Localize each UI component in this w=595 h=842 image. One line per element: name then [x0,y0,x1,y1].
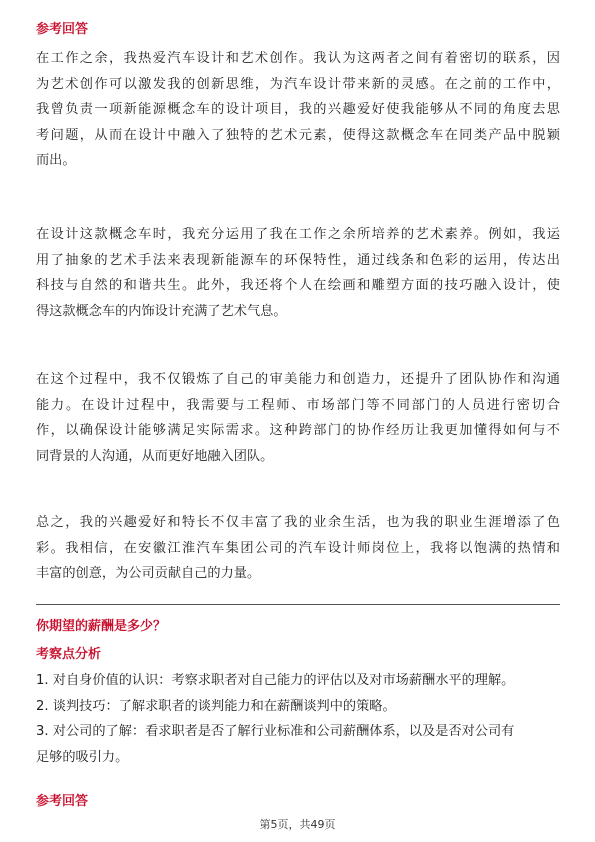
list-item-continuation: 足够的吸引力。 [36,749,129,765]
paragraph-line: 丰富的创意，为公司贡献自己的力量。 [36,566,261,581]
question-heading: 你期望的薪酬是多少？ [36,619,167,634]
paragraph-line: 在工作之余，我热爱汽车设计和艺术创作。我认为这两者之间有着密切的联系，因 [36,51,560,66]
answer-paragraph-3 [36,367,560,469]
section-divider [36,604,560,605]
answer-heading: 参考回答 [36,22,89,37]
list-item: 1. 对自身价值的认识：考察求职者对自己能力的评估以及对市场薪酬水平的理解。 [36,673,515,688]
answer-paragraph-2 [36,222,560,324]
paragraph-line: 在设计这款概念车时，我充分运用了我在工作之余所培养的艺术素养。例如，我运 [36,227,560,242]
list-item: 3. 对公司的了解：看求职者是否了解行业标准和公司薪酬体系，以及是否对公司有 [36,724,515,739]
paragraph-line: 用了抽象的艺术手法来表现新能源车的环保特性，通过线条和色彩的运用，传达出 [36,252,560,268]
answer-heading: 参考回答 [36,794,89,809]
paragraph-line: 而出。 [36,153,76,168]
paragraph-line: 能力。在设计过程中，我需要与工程师、市场部门等不同部门的人员进行密切合 [36,397,560,413]
answer-paragraph-4 [36,510,560,587]
paragraph-line: 彩。我相信，在安徽江淮汽车集团公司的汽车设计师岗位上，我将以饱满的热情和 [36,540,560,556]
paragraph-line: 科技与自然的和谐共生。此外，我还将个人在绘画和雕塑方面的技巧融入设计，使 [36,278,560,293]
answer-paragraph-1 [36,46,560,174]
paragraph-line: 得这款概念车的内饰设计充满了艺术气息。 [36,303,287,319]
paragraph-line: 考问题，从而在设计中融入了独特的艺术元素，使得这款概念车在同类产品中脱颖 [36,127,560,143]
paragraph-line: 作，以确保设计能够满足实际需求。这种跨部门的协作经历让我更加懂得如何与不 [36,423,560,438]
analysis-heading: 考察点分析 [36,647,102,662]
paragraph-line: 总之，我的兴趣爱好和特长不仅丰富了我的业余生活，也为我的职业生涯增添了色 [36,515,560,530]
paragraph-line: 同背景的人沟通，从而更好地融入团队。 [36,448,274,464]
list-item: 2. 谈判技巧：了解求职者的谈判能力和在薪酬谈判中的策略。 [36,698,396,714]
paragraph-line: 为艺术创作可以激发我的创新思维，为汽车设计带来新的灵感。在之前的工作中， [36,76,560,92]
paragraph-line: 在这个过程中，我不仅锻炼了自己的审美能力和创造力，还提升了团队协作和沟通 [36,372,560,387]
page-footer: 第5页，共49页 [259,818,336,831]
analysis-list [36,668,560,770]
paragraph-line: 我曾负责一项新能源概念车的设计项目，我的兴趣爱好使我能够从不同的角度去思 [36,102,560,117]
